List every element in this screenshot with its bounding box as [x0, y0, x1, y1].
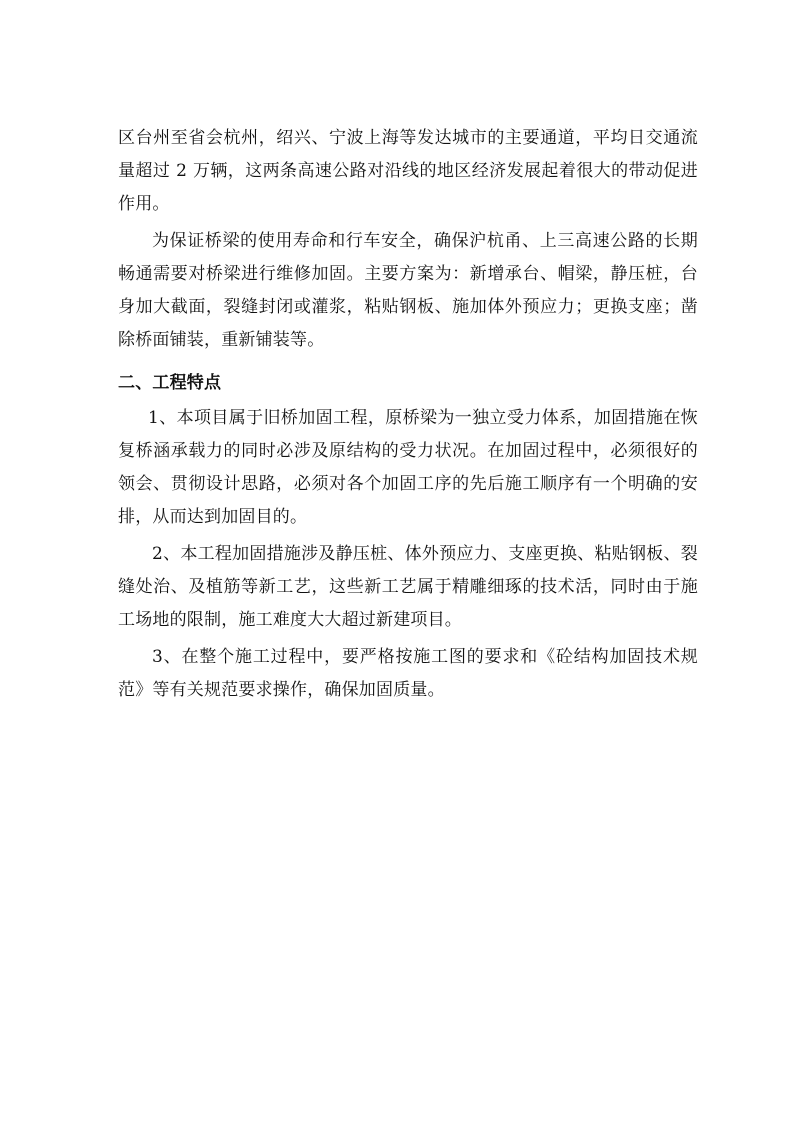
paragraph-traffic: 区台州至省会杭州，绍兴、宁波上海等发达城市的主要通道，平均日交通流量超过 2 万辆，这两条高速公路对沿线的地区经济发展起着很大的带动促进作用。 — [118, 128, 698, 214]
document-body — [118, 122, 698, 707]
feature-item-3: 3、在整个施工过程中，要严格按施工图的要求和《砼结构加固技术规范》等有关规范要求操作，确保加固质量。 — [118, 647, 698, 700]
feature-item-2: 2、本工程加固措施涉及静压桩、体外预应力、支座更换、粘贴钢板、裂缝处治、及植筋等新工艺，这些新工艺属于精雕细琢的技术活，同时由于施工场地的限制，施工难度大大超过新建项目。 — [118, 544, 698, 630]
paragraph-reinforcement-plan: 为保证桥梁的使用寿命和行车安全，确保沪杭甬、上三高速公路的长期畅通需要对桥梁进行维修加固。主要方案为：新增承台、帽梁，静压桩，台身加大截面，裂缝封闭或灌浆，粘贴钢板、施加体外预应力；更换支座；凿除桥面铺装，重新铺装等。 — [118, 231, 698, 350]
feature-item-1: 1、本项目属于旧桥加固工程，原桥梁为一独立受力体系，加固措施在恢复桥涵承载力的同时必涉及原结构的受力状况。在加固过程中，必须很好的领会、贯彻设计思路，必须对各个加固工序的先后施工顺序有一个明确的安排，从而达到加固目的。 — [118, 408, 698, 527]
section-heading: 二、工程特点 — [118, 373, 222, 393]
